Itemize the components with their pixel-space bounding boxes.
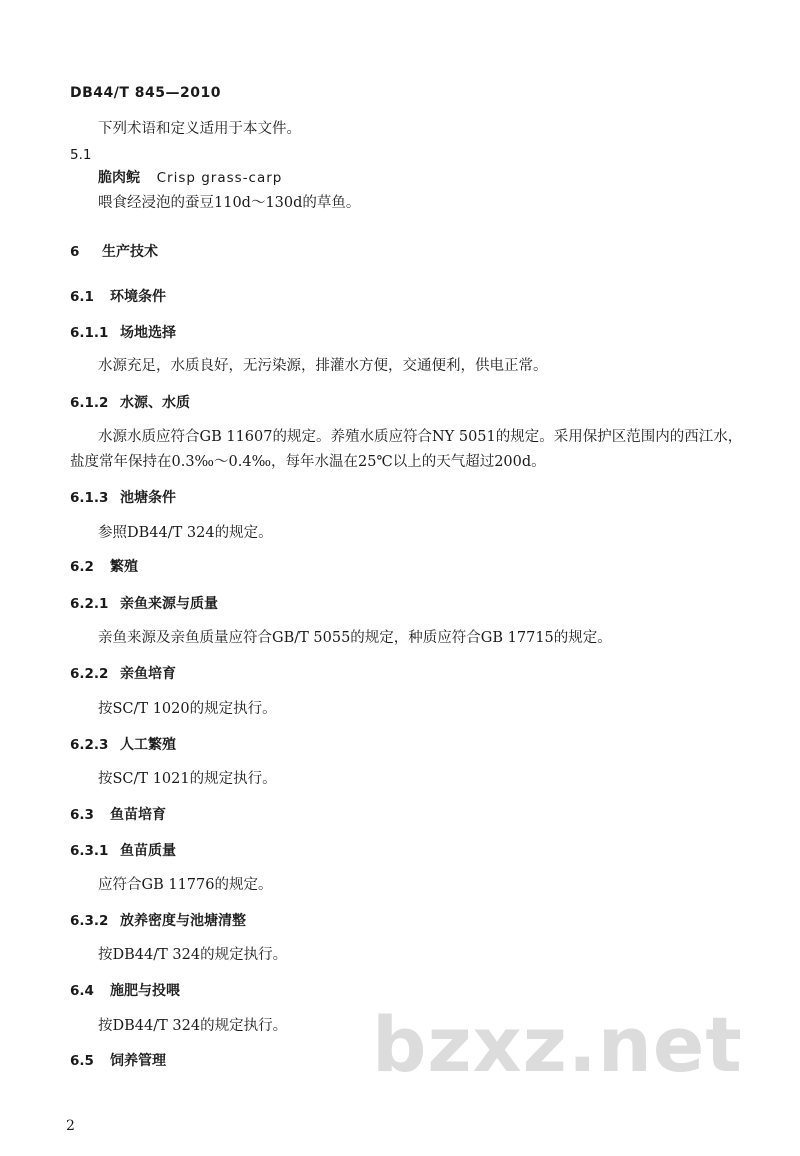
section-number: 5.1 — [70, 147, 92, 163]
section-6-1-2-body-line1: 水源水质应符合GB 11607的规定。养殖水质应符合NY 5051的规定。采用保护区范围内的西江水， — [98, 429, 743, 445]
section-6-3-2-heading: 6.3.2 放养密度与池塘清整 — [70, 913, 246, 929]
section-6-5-heading: 6.5 饲养管理 — [70, 1053, 166, 1069]
section-6-3-1-heading: 6.3.1 鱼苗质量 — [70, 843, 176, 859]
section-6-2-2-body: 按SC/T 1020的规定执行。 — [98, 701, 277, 717]
section-5-1-number — [70, 146, 110, 164]
section-6-1-1-body: 水源充足，水质良好，无污染源，排灌水方便，交通便利，供电正常。 — [98, 358, 548, 374]
section-6-4-body: 按DB44/T 324的规定执行。 — [98, 1018, 288, 1034]
page-number: 2 — [66, 1118, 75, 1134]
intro-text: 下列术语和定义适用于本文件。 — [98, 121, 301, 137]
section-6-3-2-body: 按DB44/T 324的规定执行。 — [98, 947, 288, 963]
section-6-1-2-body-line2: 盐度常年保持在0.3‰～0.4‰，每年水温在25℃以上的天气超过200d。 — [70, 454, 546, 470]
section-6-1-1-heading: 6.1.1 场地选择 — [70, 325, 176, 341]
term-definition: 喂食经浸泡的蚕豆110d～130d的草鱼。 — [98, 195, 361, 211]
section-6-2-3-heading: 6.2.3 人工繁殖 — [70, 737, 176, 753]
document-id: DB44/T 845—2010 — [70, 85, 221, 101]
term-zh: 脆肉鲩 — [98, 170, 140, 186]
section-6-3-heading: 6.3 鱼苗培育 — [70, 807, 166, 823]
section-6-1-3-heading: 6.1.3 池塘条件 — [70, 490, 176, 506]
section-6-4-heading: 6.4 施肥与投喂 — [70, 983, 180, 999]
section-6-1-3-body: 参照DB44/T 324的规定。 — [98, 525, 273, 541]
section-6-2-1-body: 亲鱼来源及亲鱼质量应符合GB/T 5055的规定，种质应符合GB 17715的规定。 — [98, 630, 612, 646]
section-6-2-2-heading: 6.2.2 亲鱼培育 — [70, 666, 176, 682]
section-6-1-2-heading: 6.1.2 水源、水质 — [70, 395, 190, 411]
section-6-heading: 6 生产技术 — [70, 244, 158, 260]
section-6-2-heading: 6.2 繁殖 — [70, 559, 138, 575]
section-6-2-1-heading: 6.2.1 亲鱼来源与质量 — [70, 596, 218, 612]
section-6-2-3-body: 按SC/T 1021的规定执行。 — [98, 771, 277, 787]
watermark: bzxz.net — [372, 1000, 743, 1089]
term-heading — [98, 169, 282, 187]
section-6-1-heading: 6.1 环境条件 — [70, 289, 166, 305]
section-6-3-1-body: 应符合GB 11776的规定。 — [98, 877, 273, 893]
term-en: Crisp grass-carp — [156, 170, 283, 186]
